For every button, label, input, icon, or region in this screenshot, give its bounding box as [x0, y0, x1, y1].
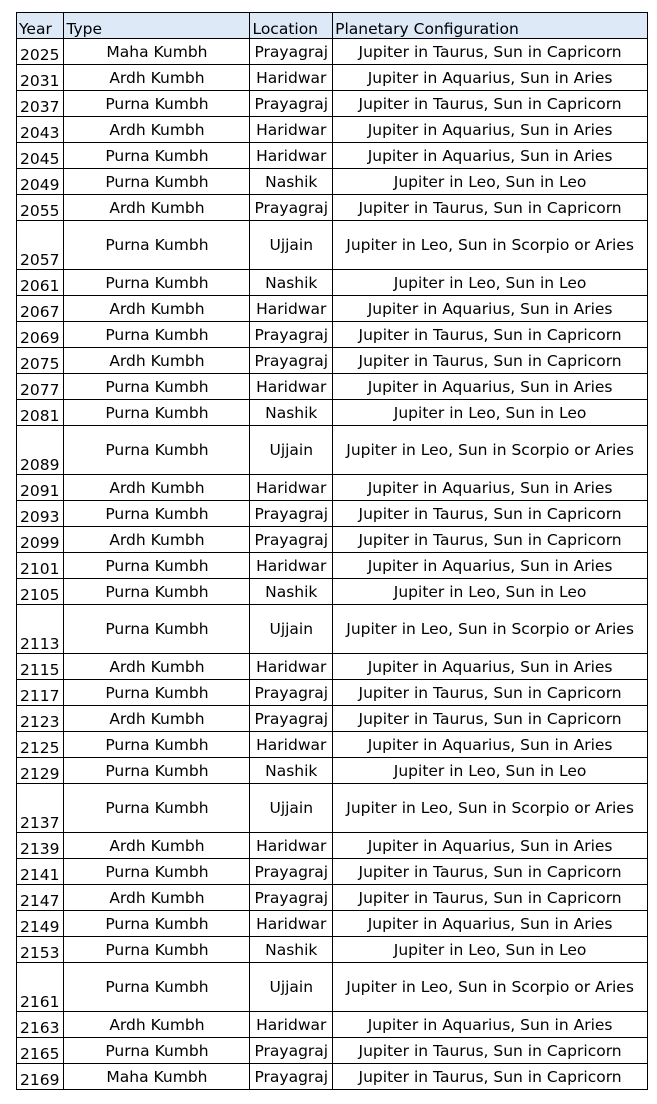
- cell-year: 2099: [17, 527, 64, 553]
- cell-location: Haridwar: [250, 296, 333, 322]
- cell-year: 2163: [17, 1012, 64, 1038]
- table-row: [17, 426, 648, 475]
- cell-location: Nashik: [250, 400, 333, 426]
- cell-year: 2061: [17, 270, 64, 296]
- cell-year: 2105: [17, 579, 64, 605]
- cell-configuration: Jupiter in Aquarius, Sun in Aries: [333, 1012, 648, 1038]
- cell-location: Haridwar: [250, 117, 333, 143]
- cell-type: Purna Kumbh: [64, 605, 250, 654]
- table-row: [17, 65, 648, 91]
- table-row: [17, 732, 648, 758]
- cell-configuration: Jupiter in Leo, Sun in Leo: [333, 937, 648, 963]
- cell-configuration: Jupiter in Leo, Sun in Scorpio or Aries: [333, 605, 648, 654]
- cell-location: Prayagraj: [250, 859, 333, 885]
- table-row: [17, 221, 648, 270]
- table-row: [17, 322, 648, 348]
- header-row: [17, 13, 648, 39]
- cell-year: 2037: [17, 91, 64, 117]
- table-row: [17, 553, 648, 579]
- cell-type: Purna Kumbh: [64, 426, 250, 475]
- cell-configuration: Jupiter in Leo, Sun in Leo: [333, 169, 648, 195]
- cell-type: Ardh Kumbh: [64, 65, 250, 91]
- cell-location: Ujjain: [250, 426, 333, 475]
- cell-location: Prayagraj: [250, 195, 333, 221]
- cell-location: Ujjain: [250, 784, 333, 833]
- table-row: [17, 527, 648, 553]
- table-row: [17, 400, 648, 426]
- cell-location: Prayagraj: [250, 706, 333, 732]
- cell-location: Nashik: [250, 270, 333, 296]
- cell-type: Ardh Kumbh: [64, 117, 250, 143]
- cell-year: 2123: [17, 706, 64, 732]
- cell-location: Haridwar: [250, 143, 333, 169]
- cell-type: Purna Kumbh: [64, 501, 250, 527]
- cell-year: 2025: [17, 39, 64, 65]
- cell-year: 2043: [17, 117, 64, 143]
- cell-year: 2081: [17, 400, 64, 426]
- table-row: [17, 39, 648, 65]
- cell-year: 2067: [17, 296, 64, 322]
- cell-configuration: Jupiter in Aquarius, Sun in Aries: [333, 475, 648, 501]
- kumbh-schedule-table: [16, 12, 648, 1090]
- table-row: [17, 859, 648, 885]
- cell-type: Maha Kumbh: [64, 39, 250, 65]
- cell-year: 2077: [17, 374, 64, 400]
- cell-configuration: Jupiter in Leo, Sun in Leo: [333, 270, 648, 296]
- cell-configuration: Jupiter in Leo, Sun in Scorpio or Aries: [333, 426, 648, 475]
- cell-type: Purna Kumbh: [64, 937, 250, 963]
- cell-configuration: Jupiter in Leo, Sun in Leo: [333, 400, 648, 426]
- cell-type: Purna Kumbh: [64, 169, 250, 195]
- cell-type: Purna Kumbh: [64, 553, 250, 579]
- cell-location: Ujjain: [250, 963, 333, 1012]
- cell-location: Prayagraj: [250, 1038, 333, 1064]
- table-row: [17, 885, 648, 911]
- cell-location: Haridwar: [250, 65, 333, 91]
- cell-configuration: Jupiter in Taurus, Sun in Capricorn: [333, 348, 648, 374]
- cell-year: 2117: [17, 680, 64, 706]
- table-row: [17, 348, 648, 374]
- cell-location: Prayagraj: [250, 348, 333, 374]
- cell-configuration: Jupiter in Aquarius, Sun in Aries: [333, 65, 648, 91]
- cell-configuration: Jupiter in Leo, Sun in Scorpio or Aries: [333, 963, 648, 1012]
- cell-configuration: Jupiter in Aquarius, Sun in Aries: [333, 143, 648, 169]
- cell-year: 2075: [17, 348, 64, 374]
- cell-location: Prayagraj: [250, 680, 333, 706]
- cell-configuration: Jupiter in Aquarius, Sun in Aries: [333, 553, 648, 579]
- cell-location: Haridwar: [250, 911, 333, 937]
- cell-configuration: Jupiter in Leo, Sun in Leo: [333, 579, 648, 605]
- cell-location: Prayagraj: [250, 91, 333, 117]
- cell-configuration: Jupiter in Aquarius, Sun in Aries: [333, 833, 648, 859]
- cell-type: Purna Kumbh: [64, 963, 250, 1012]
- cell-location: Haridwar: [250, 833, 333, 859]
- cell-year: 2045: [17, 143, 64, 169]
- cell-configuration: Jupiter in Taurus, Sun in Capricorn: [333, 1038, 648, 1064]
- cell-year: 2057: [17, 221, 64, 270]
- cell-year: 2161: [17, 963, 64, 1012]
- cell-configuration: Jupiter in Leo, Sun in Leo: [333, 758, 648, 784]
- cell-location: Haridwar: [250, 654, 333, 680]
- cell-type: Ardh Kumbh: [64, 885, 250, 911]
- cell-year: 2091: [17, 475, 64, 501]
- cell-year: 2141: [17, 859, 64, 885]
- cell-location: Haridwar: [250, 374, 333, 400]
- cell-year: 2069: [17, 322, 64, 348]
- table-row: [17, 143, 648, 169]
- cell-type: Ardh Kumbh: [64, 1012, 250, 1038]
- cell-type: Purna Kumbh: [64, 758, 250, 784]
- table-row: [17, 1012, 648, 1038]
- cell-year: 2093: [17, 501, 64, 527]
- cell-configuration: Jupiter in Taurus, Sun in Capricorn: [333, 39, 648, 65]
- cell-type: Ardh Kumbh: [64, 706, 250, 732]
- header-location: Location: [250, 13, 333, 39]
- cell-location: Ujjain: [250, 221, 333, 270]
- cell-location: Nashik: [250, 758, 333, 784]
- cell-configuration: Jupiter in Aquarius, Sun in Aries: [333, 654, 648, 680]
- table-row: [17, 1038, 648, 1064]
- table-row: [17, 91, 648, 117]
- cell-location: Haridwar: [250, 553, 333, 579]
- cell-configuration: Jupiter in Taurus, Sun in Capricorn: [333, 322, 648, 348]
- table-header: [17, 13, 648, 39]
- cell-configuration: Jupiter in Leo, Sun in Scorpio or Aries: [333, 784, 648, 833]
- table-row: [17, 501, 648, 527]
- header-type: Type: [64, 13, 250, 39]
- table-row: [17, 270, 648, 296]
- cell-location: Prayagraj: [250, 1064, 333, 1090]
- cell-location: Ujjain: [250, 605, 333, 654]
- cell-configuration: Jupiter in Aquarius, Sun in Aries: [333, 911, 648, 937]
- cell-year: 2169: [17, 1064, 64, 1090]
- table-row: [17, 169, 648, 195]
- table-row: [17, 579, 648, 605]
- table-row: [17, 117, 648, 143]
- cell-year: 2139: [17, 833, 64, 859]
- table-row: [17, 296, 648, 322]
- cell-type: Purna Kumbh: [64, 400, 250, 426]
- cell-location: Prayagraj: [250, 322, 333, 348]
- cell-type: Purna Kumbh: [64, 911, 250, 937]
- cell-location: Nashik: [250, 937, 333, 963]
- cell-year: 2113: [17, 605, 64, 654]
- cell-configuration: Jupiter in Taurus, Sun in Capricorn: [333, 1064, 648, 1090]
- cell-type: Purna Kumbh: [64, 143, 250, 169]
- table-row: [17, 195, 648, 221]
- table-row: [17, 833, 648, 859]
- cell-location: Haridwar: [250, 475, 333, 501]
- cell-year: 2125: [17, 732, 64, 758]
- cell-year: 2129: [17, 758, 64, 784]
- cell-year: 2055: [17, 195, 64, 221]
- cell-type: Ardh Kumbh: [64, 348, 250, 374]
- cell-configuration: Jupiter in Taurus, Sun in Capricorn: [333, 195, 648, 221]
- cell-location: Prayagraj: [250, 501, 333, 527]
- table-body: [17, 39, 648, 1090]
- cell-type: Purna Kumbh: [64, 1038, 250, 1064]
- table-row: [17, 605, 648, 654]
- cell-type: Purna Kumbh: [64, 579, 250, 605]
- cell-location: Nashik: [250, 169, 333, 195]
- cell-year: 2089: [17, 426, 64, 475]
- cell-type: Purna Kumbh: [64, 784, 250, 833]
- cell-type: Ardh Kumbh: [64, 195, 250, 221]
- header-year: Year: [17, 13, 64, 39]
- cell-configuration: Jupiter in Aquarius, Sun in Aries: [333, 732, 648, 758]
- cell-type: Ardh Kumbh: [64, 296, 250, 322]
- cell-type: Ardh Kumbh: [64, 833, 250, 859]
- cell-type: Purna Kumbh: [64, 732, 250, 758]
- table-row: [17, 937, 648, 963]
- cell-type: Purna Kumbh: [64, 91, 250, 117]
- cell-type: Purna Kumbh: [64, 859, 250, 885]
- cell-type: Ardh Kumbh: [64, 475, 250, 501]
- cell-type: Ardh Kumbh: [64, 654, 250, 680]
- cell-configuration: Jupiter in Taurus, Sun in Capricorn: [333, 527, 648, 553]
- table-row: [17, 758, 648, 784]
- cell-year: 2115: [17, 654, 64, 680]
- table-row: [17, 1064, 648, 1090]
- cell-configuration: Jupiter in Taurus, Sun in Capricorn: [333, 501, 648, 527]
- cell-location: Nashik: [250, 579, 333, 605]
- table-row: [17, 784, 648, 833]
- cell-configuration: Jupiter in Taurus, Sun in Capricorn: [333, 91, 648, 117]
- cell-year: 2031: [17, 65, 64, 91]
- cell-configuration: Jupiter in Aquarius, Sun in Aries: [333, 374, 648, 400]
- cell-location: Prayagraj: [250, 527, 333, 553]
- table-row: [17, 374, 648, 400]
- cell-year: 2149: [17, 911, 64, 937]
- cell-year: 2137: [17, 784, 64, 833]
- cell-location: Prayagraj: [250, 39, 333, 65]
- table-row: [17, 706, 648, 732]
- cell-year: 2147: [17, 885, 64, 911]
- cell-configuration: Jupiter in Aquarius, Sun in Aries: [333, 296, 648, 322]
- cell-type: Purna Kumbh: [64, 322, 250, 348]
- cell-type: Purna Kumbh: [64, 221, 250, 270]
- cell-location: Haridwar: [250, 732, 333, 758]
- table-row: [17, 654, 648, 680]
- cell-configuration: Jupiter in Taurus, Sun in Capricorn: [333, 706, 648, 732]
- table-row: [17, 475, 648, 501]
- cell-type: Purna Kumbh: [64, 374, 250, 400]
- cell-location: Haridwar: [250, 1012, 333, 1038]
- cell-type: Purna Kumbh: [64, 680, 250, 706]
- cell-configuration: Jupiter in Taurus, Sun in Capricorn: [333, 680, 648, 706]
- cell-type: Ardh Kumbh: [64, 527, 250, 553]
- table-row: [17, 680, 648, 706]
- cell-configuration: Jupiter in Taurus, Sun in Capricorn: [333, 859, 648, 885]
- cell-configuration: Jupiter in Leo, Sun in Scorpio or Aries: [333, 221, 648, 270]
- cell-type: Maha Kumbh: [64, 1064, 250, 1090]
- cell-type: Purna Kumbh: [64, 270, 250, 296]
- cell-year: 2153: [17, 937, 64, 963]
- cell-configuration: Jupiter in Aquarius, Sun in Aries: [333, 117, 648, 143]
- cell-year: 2049: [17, 169, 64, 195]
- table-row: [17, 963, 648, 1012]
- cell-location: Prayagraj: [250, 885, 333, 911]
- cell-year: 2101: [17, 553, 64, 579]
- cell-configuration: Jupiter in Taurus, Sun in Capricorn: [333, 885, 648, 911]
- header-configuration: Planetary Configuration: [333, 13, 648, 39]
- cell-year: 2165: [17, 1038, 64, 1064]
- table-row: [17, 911, 648, 937]
